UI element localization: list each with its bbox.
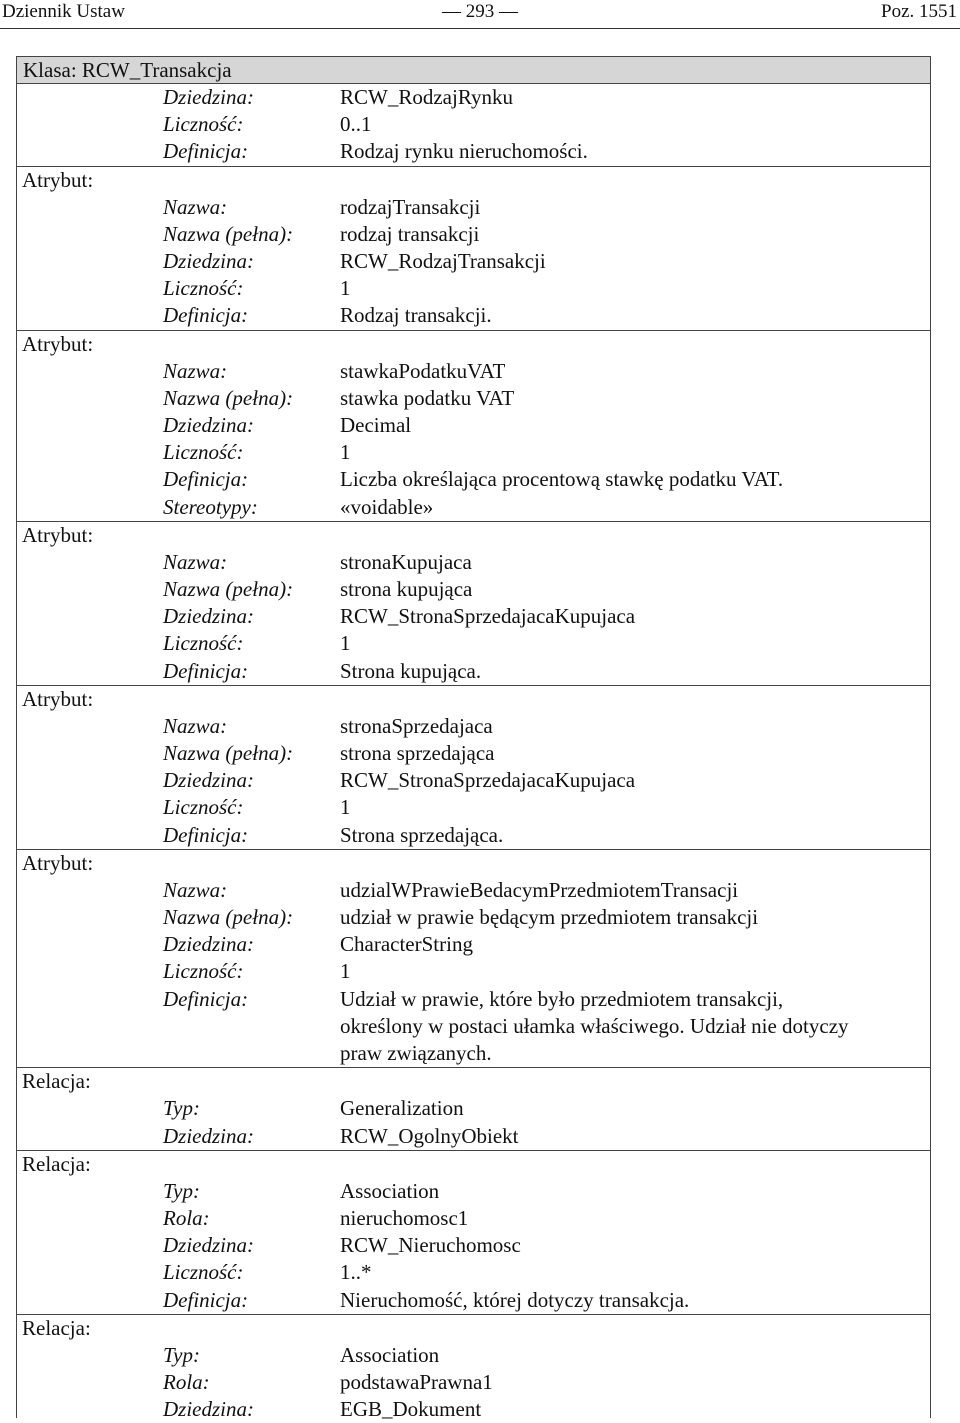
property-value: udzialWPrawieBedacymPrzedmiotemTransacji [340,877,739,902]
property-row [17,740,930,767]
section-heading: Relacja: [22,1315,91,1340]
property-value: stronaSprzedajaca [340,713,493,738]
property-row [17,1396,930,1423]
property-row [17,1232,930,1259]
property-row [17,302,930,329]
property-value: RCW_StronaSprzedajacaKupujaca [340,768,636,793]
property-row [17,658,930,685]
property-label: Dziedzina: [163,85,254,109]
property-value: RCW_StronaSprzedajacaKupujaca [340,604,636,629]
property-label: Liczność: [163,1260,244,1285]
property-value: «voidable» [340,494,434,519]
class-title: Klasa: RCW_Transakcja [17,57,930,84]
property-value: Generalization [340,1096,464,1121]
property-row [17,412,930,439]
property-row [17,986,930,1068]
property-row [17,221,930,248]
property-row [17,138,930,165]
property-row [17,358,930,385]
property-value: stawka podatku VAT [340,385,515,410]
property-label: Liczność: [163,795,244,820]
property-value: 1 [340,276,351,301]
property-label: Definicja: [163,822,249,847]
property-row [17,194,930,221]
property-label: Nazwa (pełna): [163,741,294,766]
property-label: Nazwa: [163,713,228,738]
property-value: rodzajTransakcji [340,194,481,219]
property-label: Nazwa: [163,194,228,219]
property-value: Association [340,1342,440,1367]
property-value: Association [340,1178,440,1203]
property-row [17,904,930,931]
section-atrybut [17,330,930,521]
property-row [17,958,930,985]
property-value: Udział w prawie, które było przedmiotem transakcji, określony w postaci ułamka właściwego. Udział nie dotyczy praw związanych. [340,986,849,1066]
property-label: Nazwa (pełna): [163,577,294,602]
property-value: 1 [340,795,351,820]
property-row [17,713,930,740]
property-value: podstawaPrawna1 [340,1369,493,1394]
section-relacja [17,1314,930,1423]
property-row [17,1369,930,1396]
property-value: 1 [340,631,351,656]
property-row [17,1342,930,1369]
property-value: stronaKupujaca [340,549,472,574]
property-value: strona kupująca [340,577,473,602]
section-atrybut [17,166,930,330]
property-label: Liczność: [163,631,244,656]
property-label: Typ: [163,1178,200,1203]
property-label: Nazwa (pełna): [163,385,294,410]
property-label: Definicja: [163,1287,249,1312]
property-value: udział w prawie będącym przedmiotem transakcji [340,905,759,930]
position-number: Poz. 1551 [881,1,957,22]
property-label: Dziedzina: [163,1123,254,1148]
section-heading: Relacja: [22,1151,91,1176]
property-value: 0..1 [340,112,372,137]
property-value: Strona sprzedająca. [340,822,504,847]
property-row [17,576,930,603]
class-properties [17,84,930,166]
section-heading: Atrybut: [22,331,94,356]
property-value: RCW_RodzajTransakcji [340,249,546,274]
property-label: Stereotypy: [163,494,258,519]
section-atrybut [17,849,930,1067]
property-row [17,1259,930,1286]
property-label: Typ: [163,1096,200,1121]
property-row [17,1205,930,1232]
section-heading: Atrybut: [22,686,94,711]
section-relacja [17,1067,930,1149]
class-definition-table [16,56,931,1422]
property-value: Rodzaj rynku nieruchomości. [340,139,588,164]
property-label: Dziedzina: [163,1397,254,1422]
property-value: 1..* [340,1260,372,1285]
property-value: rodzaj transakcji [340,221,480,246]
section-atrybut [17,521,930,685]
property-label: Nazwa: [163,549,228,574]
property-label: Dziedzina: [163,604,254,629]
property-label: Definicja: [163,139,249,164]
property-value: CharacterString [340,932,473,957]
property-label: Rola: [163,1205,210,1230]
property-row [17,1095,930,1122]
property-row [17,794,930,821]
section-relacja [17,1150,930,1314]
property-label: Nazwa (pełna): [163,221,294,246]
property-row [17,1178,930,1205]
property-row [17,931,930,958]
journal-title: Dziennik Ustaw [2,1,125,22]
header-divider [0,28,960,29]
property-row [17,767,930,794]
property-label: Nazwa: [163,358,228,383]
property-row [17,494,930,521]
property-label: Definicja: [163,303,249,328]
property-row [17,84,930,111]
property-label: Definicja: [163,467,249,492]
property-label: Definicja: [163,658,249,683]
section-heading: Atrybut: [22,850,94,875]
property-value: Decimal [340,413,412,438]
property-label: Liczność: [163,959,244,984]
property-value: RCW_Nieruchomosc [340,1233,521,1258]
property-value: 1 [340,440,351,465]
property-label: Typ: [163,1342,200,1367]
property-value: 1 [340,959,351,984]
property-label: Dziedzina: [163,932,254,957]
property-label: Definicja: [163,986,249,1011]
property-value: nieruchomosc1 [340,1205,469,1230]
property-label: Dziedzina: [163,768,254,793]
property-value: Rodzaj transakcji. [340,303,492,328]
section-heading: Atrybut: [22,522,94,547]
property-label: Liczność: [163,276,244,301]
property-label: Dziedzina: [163,413,254,438]
property-value: strona sprzedająca [340,741,495,766]
property-row [17,877,930,904]
property-label: Nazwa (pełna): [163,905,294,930]
property-row [17,630,930,657]
page-header [0,0,960,30]
property-row [17,385,930,412]
property-label: Rola: [163,1369,210,1394]
property-row [17,603,930,630]
property-label: Nazwa: [163,877,228,902]
property-value: stawkaPodatkuVAT [340,358,506,383]
property-value: RCW_RodzajRynku [340,85,513,109]
property-label: Liczność: [163,112,244,137]
property-row [17,549,930,576]
property-label: Dziedzina: [163,249,254,274]
property-row [17,275,930,302]
property-row [17,1287,930,1314]
property-value: RCW_OgolnyObiekt [340,1123,519,1148]
property-label: Liczność: [163,440,244,465]
section-heading: Atrybut: [22,167,94,192]
section-heading: Relacja: [22,1069,91,1094]
property-row [17,248,930,275]
property-row [17,1123,930,1150]
property-value: Liczba określająca procentową stawkę podatku VAT. [340,467,784,492]
property-row [17,111,930,138]
property-value: EGB_Dokument [340,1397,482,1422]
section-atrybut [17,685,930,849]
page-number: — 293 — [442,1,518,22]
property-row [17,822,930,849]
property-row [17,466,930,493]
property-value: Nieruchomość, której dotyczy transakcja. [340,1287,690,1312]
class-sections [17,166,930,1423]
property-row [17,439,930,466]
property-label: Dziedzina: [163,1233,254,1258]
property-value: Strona kupująca. [340,658,482,683]
